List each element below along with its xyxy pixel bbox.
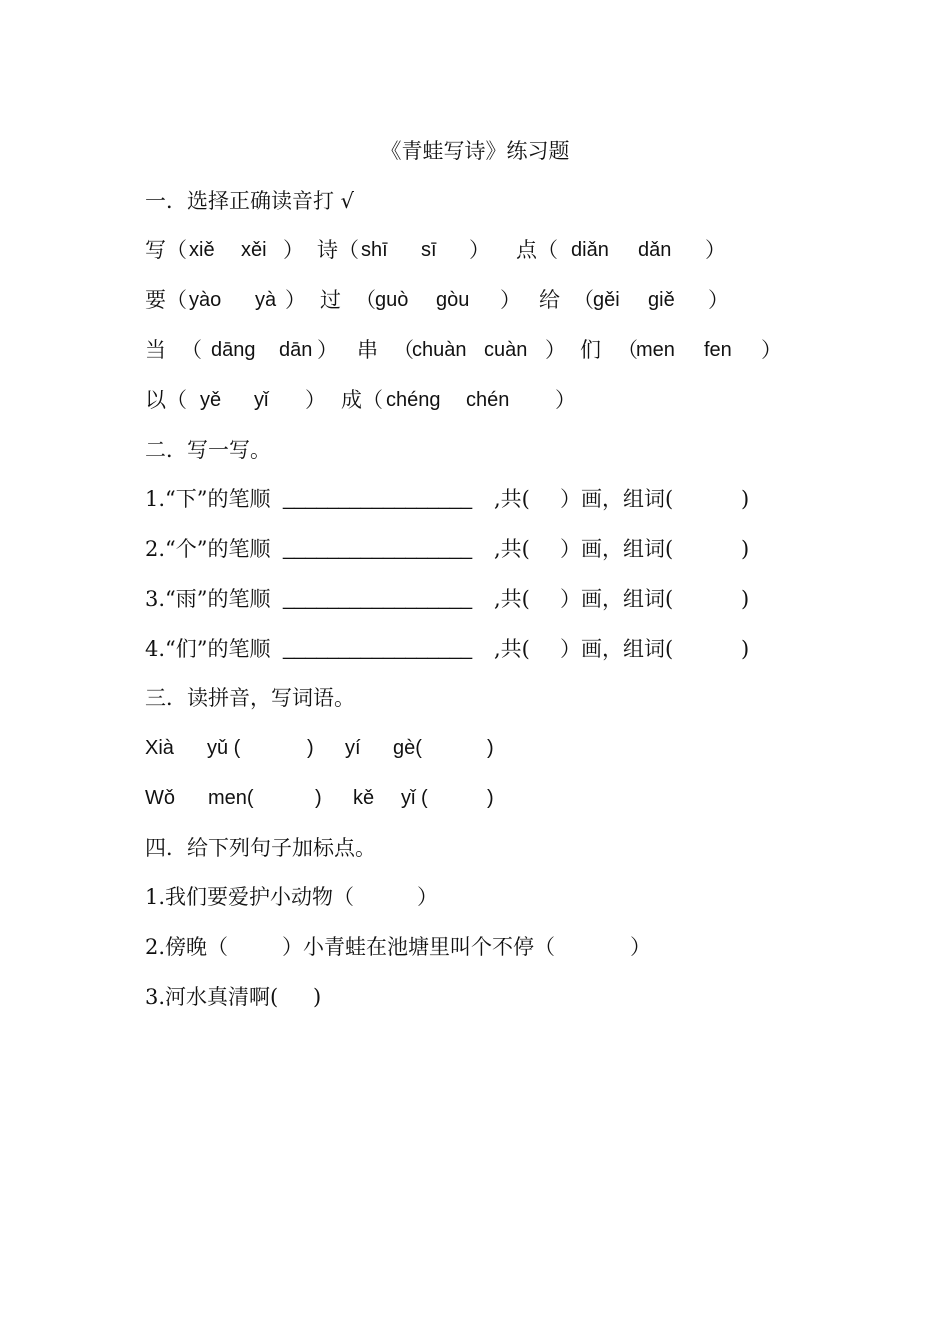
pinyin-row-2: Wǒ men( ) kě yǐ ( ) <box>145 787 494 809</box>
section3-heading: 三．读拼音，写词语。 <box>145 686 355 710</box>
pinyin-row-1: Xià yǔ ( ) yí gè( ) <box>145 737 494 759</box>
section1-row-3: 当 （ dāng dān ） 串 （ chuàn cuàn ） 们 （ men fen ） <box>145 338 782 362</box>
answer-blank[interactable]: _________________ <box>283 588 473 610</box>
answer-blank[interactable]: _________________ <box>283 488 473 510</box>
section4-heading: 四．给下列句子加标点。 <box>145 836 376 860</box>
punctuation-item-2: 2.傍晚（ ）小青蛙在池塘里叫个不停（ ） <box>145 935 651 959</box>
stroke-order-item-3: 3.“雨”的笔顺 _________________ ,共( ）画，组词( ) <box>145 581 172 617</box>
stroke-order-item-1: 1.“下”的笔顺 _________________ ,共( ）画，组词( ) <box>145 481 172 517</box>
punctuation-item-3: 3.河水真清啊( ) <box>145 985 322 1009</box>
stroke-order-item-2: 2.“个”的笔顺 _________________ ,共( ）画，组词( ) <box>145 531 172 567</box>
answer-blank[interactable]: _________________ <box>283 538 473 560</box>
page-title: 《青蛙写诗》练习题 <box>380 139 570 163</box>
punctuation-item-1: 1.我们要爱护小动物（ ） <box>145 885 438 909</box>
answer-blank[interactable]: _________________ <box>283 638 473 660</box>
section1-row-2: 要（ yào yà ） 过 （ guò gòu ） 给 （ gěi giě ） <box>145 288 729 312</box>
section1-row-1: 写（ xiě xěi ） 诗（ shī sī ） 点（ diǎn dǎn ） <box>145 238 726 262</box>
section1-heading: 一．选择正确读音打 √ <box>145 189 355 213</box>
stroke-order-item-4: 4.“们”的笔顺 _________________ ,共( ）画，组词( ) <box>145 631 172 667</box>
section1-row-4: 以（ yě yǐ ） 成（ chéng chén ） <box>145 388 576 412</box>
section2-heading: 二．写一写。 <box>145 438 271 462</box>
